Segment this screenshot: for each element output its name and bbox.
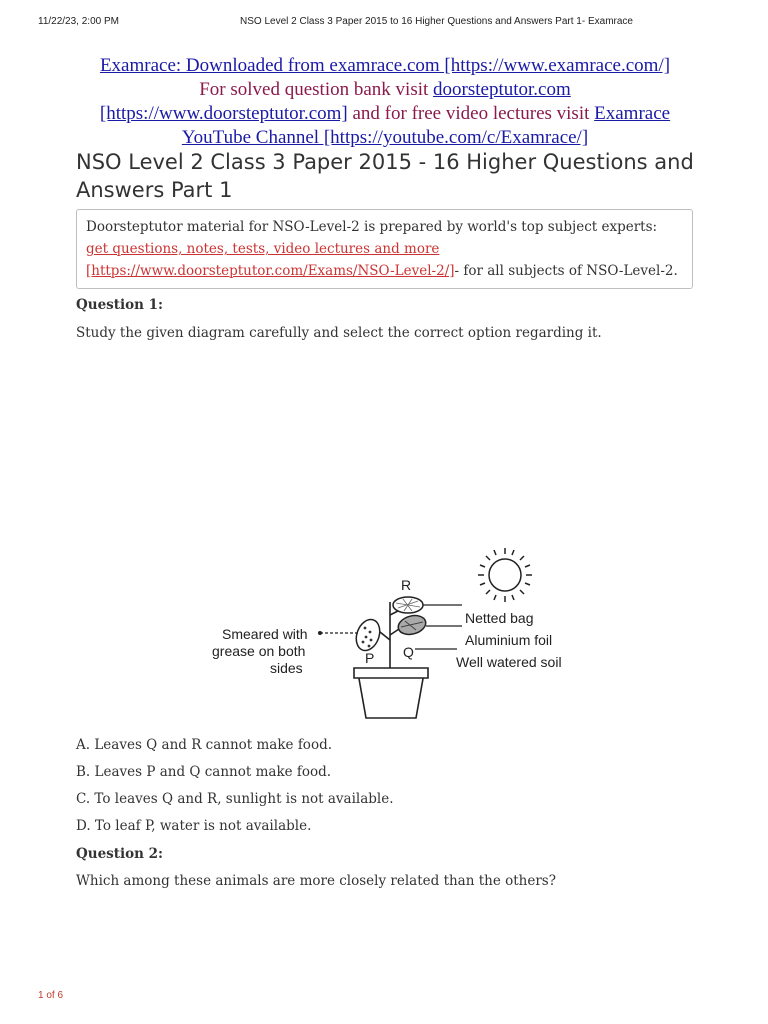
source-banner bbox=[70, 54, 700, 150]
label-pointers bbox=[320, 605, 462, 649]
banner-text: For solved question bank visit bbox=[199, 79, 434, 100]
print-date: 11/22/23, 2:00 PM bbox=[38, 16, 119, 27]
label-smeared-1: Smeared with bbox=[222, 626, 308, 642]
question-1-option-c: C. To leaves Q and R, sunlight is not available. bbox=[76, 791, 394, 807]
notice-suffix: - for all subjects of NSO-Level-2. bbox=[454, 263, 678, 279]
label-well-watered-soil: Well watered soil bbox=[456, 654, 562, 670]
leaf-p bbox=[352, 616, 384, 654]
sun-icon bbox=[478, 548, 532, 602]
label-netted-bag: Netted bag bbox=[465, 610, 534, 626]
notice-prefix: Doorsteptutor material for NSO-Level-2 is prepared by world's top subject experts: bbox=[86, 219, 658, 235]
question-2-label: Question 2: bbox=[76, 846, 164, 862]
label-smeared-3: sides bbox=[270, 660, 303, 676]
print-doc-title: NSO Level 2 Class 3 Paper 2015 to 16 Higher Questions and Answers Part 1- Examrace bbox=[240, 16, 633, 27]
youtube-channel-link[interactable]: YouTube Channel [https://youtube.com/c/Examrace/] bbox=[181, 127, 589, 148]
question-1-label: Question 1: bbox=[76, 297, 164, 313]
label-aluminium-foil: Aluminium foil bbox=[465, 632, 553, 648]
page-number: 1 of 6 bbox=[38, 990, 64, 1001]
question-1-option-b: B. Leaves P and Q cannot make food. bbox=[76, 764, 332, 780]
notice-link[interactable]: get questions, notes, tests, video lectures and more [https://www.doorsteptutor.com/Exams/NSO-Level-2/] bbox=[86, 241, 455, 279]
question-2-text: Which among these animals are more closely related than the others? bbox=[76, 873, 556, 889]
pointer-dot bbox=[318, 631, 322, 635]
leaf-r bbox=[393, 597, 423, 613]
examrace-youtube-link[interactable]: Examrace bbox=[594, 103, 671, 124]
mark-p: P bbox=[365, 650, 375, 666]
question-1-option-d: D. To leaf P, water is not available. bbox=[76, 818, 312, 834]
label-smeared-2: grease on both bbox=[212, 643, 306, 659]
plant-experiment-diagram bbox=[200, 540, 600, 720]
mark-q: Q bbox=[403, 644, 414, 660]
leaf-q bbox=[396, 613, 428, 638]
question-1-text: Study the given diagram carefully and select the correct option regarding it. bbox=[76, 325, 602, 341]
notice-box bbox=[76, 209, 693, 289]
examrace-link[interactable]: Examrace: Downloaded from examrace.com [https://www.examrace.com/] bbox=[99, 55, 671, 76]
page-title: NSO Level 2 Class 3 Paper 2015 - 16 Higher Questions and Answers Part 1 bbox=[76, 150, 694, 202]
mark-r: R bbox=[401, 577, 412, 593]
banner-text-2: and for free video lectures visit bbox=[347, 103, 595, 124]
doorsteptutor-url-link[interactable]: [https://www.doorsteptutor.com] bbox=[99, 103, 348, 124]
flower-pot bbox=[354, 668, 428, 718]
doorsteptutor-link[interactable]: doorsteptutor.com bbox=[433, 79, 571, 100]
question-1-option-a: A. Leaves Q and R cannot make food. bbox=[76, 737, 332, 753]
